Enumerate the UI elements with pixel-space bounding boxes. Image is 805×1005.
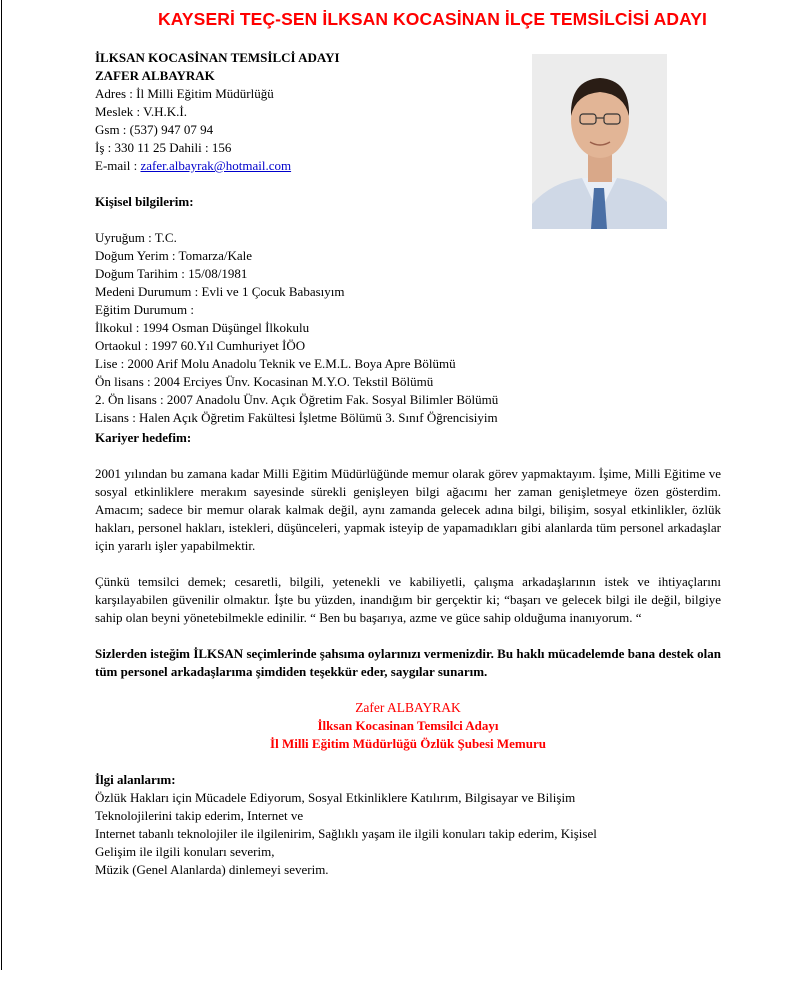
career-paragraph-2: Çünkü temsilci demek; cesaretli, bilgili, yetenekli ve kabiliyetli, çalışma arkadaşlarının istek ve ihtiyaçlarını karşılayabilen güvenilir olmaktır. İşte bu yüzden, inandığım bir gerçektir ki; “başarı ve gelecek bilgi ile değil, bilgiye sahip olan beyni yönetebilmekle edinilir. “ Ben bu başarıya, azme ve güce sahip olduğuma inanıyorum. “ xyxy=(95,574,721,625)
career-heading: Kariyer hedefim: xyxy=(95,430,192,445)
list-item: Gelişim ile ilgili konuları severim, xyxy=(95,844,275,859)
list-item: Eğitim Durumum : xyxy=(95,302,194,317)
address-line: Adres : İl Milli Eğitim Müdürlüğü xyxy=(95,86,274,101)
career-paragraph-1: 2001 yılından bu zamana kadar Milli Eğitim Müdürlüğünde memur olarak görev yapmaktayım. İşime, Milli Eğitime ve sosyal etkinliklere merakım sayesinde sürekli genişleyen bilgi ağacımı her zaman genişletmeye özen gösterdim. Amacım; sadece bir memur olarak kalmak değil, aynı zamanda gelecek adına bilgi, bilişim, sosyal etkinlikler, özlük hakları, personel hakları, istekleri, düşünceleri, yapmak isteyip de yapamadıkları gibi alanlarda tüm personel arkadaşlar için yararlı işler yapabilmektir. xyxy=(95,466,721,553)
candidate-name: ZAFER ALBAYRAK xyxy=(95,68,215,83)
resume-content xyxy=(95,49,721,879)
list-item: Lisans : Halen Açık Öğretim Fakültesi İşletme Bölümü 3. Sınıf Öğrencisiyim xyxy=(95,410,498,425)
personal-info-heading: Kişisel bilgilerim: xyxy=(95,194,194,209)
list-item: Doğum Yerim : Tomarza/Kale xyxy=(95,248,252,263)
list-item: İlkokul : 1994 Osman Düşüngel İlkokulu xyxy=(95,320,310,335)
list-item: Teknolojilerini takip ederim, Internet ve xyxy=(95,808,304,823)
email-label: E-mail : xyxy=(95,158,141,173)
gsm-line: Gsm : (537) 947 07 94 xyxy=(95,122,214,137)
list-item: 2. Ön lisans : 2007 Anadolu Ünv. Açık Öğretim Fak. Sosyal Bilimler Bölümü xyxy=(95,392,499,407)
signature-block xyxy=(95,699,721,753)
email-line xyxy=(95,157,721,175)
work-phone-line: İş : 330 11 25 Dahili : 156 xyxy=(95,140,232,155)
interests-heading: İlgi alanlarım: xyxy=(95,772,176,787)
list-item: Doğum Tarihim : 15/08/1981 xyxy=(95,266,248,281)
interests-list xyxy=(95,789,721,879)
candidate-role: İLKSAN KOCASİNAN TEMSİLCİ ADAYI xyxy=(95,50,340,65)
list-item: Uyruğum : T.C. xyxy=(95,230,177,245)
list-item: Lise : 2000 Arif Molu Anadolu Teknik ve E.M.L. Boya Apre Bölümü xyxy=(95,356,456,371)
list-item: Ön lisans : 2004 Erciyes Ünv. Kocasinan M.Y.O. Tekstil Bölümü xyxy=(95,374,434,389)
personal-info-list xyxy=(95,229,721,427)
closing-paragraph: Sizlerden isteğim İLKSAN seçimlerinde şahsıma oylarınızı vermenizdir. Bu haklı mücadelemde bana destek olan tüm personel arkadaşlarıma şimdiden teşekkür eder, saygılar sunarım. xyxy=(95,646,721,679)
left-border-rule xyxy=(1,0,2,970)
banner-title: KAYSERİ TEÇ-SEN İLKSAN KOCASİNAN İLÇE TEMSİLCİSİ ADAYI xyxy=(158,9,707,29)
signature-title: İlksan Kocasinan Temsilci Adayı xyxy=(317,718,499,733)
list-item: Medeni Durumum : Evli ve 1 Çocuk Babasıyım xyxy=(95,284,345,299)
list-item: Müzik (Genel Alanlarda) dinlemeyi severim. xyxy=(95,862,329,877)
occupation-line: Meslek : V.H.K.İ. xyxy=(95,104,187,119)
signature-name: Zafer ALBAYRAK xyxy=(355,700,461,715)
list-item: Özlük Hakları için Mücadele Ediyorum, Sosyal Etkinliklere Katılırım, Bilgisayar ve Bilişim xyxy=(95,790,576,805)
list-item: Ortaokul : 1997 60.Yıl Cumhuriyet İÖO xyxy=(95,338,306,353)
signature-position: İl Milli Eğitim Müdürlüğü Özlük Şubesi Memuru xyxy=(270,736,546,751)
email-link[interactable]: zafer.albayrak@hotmail.com xyxy=(140,158,292,173)
list-item: Internet tabanlı teknolojiler ile ilgilenirim, Sağlıklı yaşam ile ilgili konuları takip ederim, Kişisel xyxy=(95,826,597,841)
